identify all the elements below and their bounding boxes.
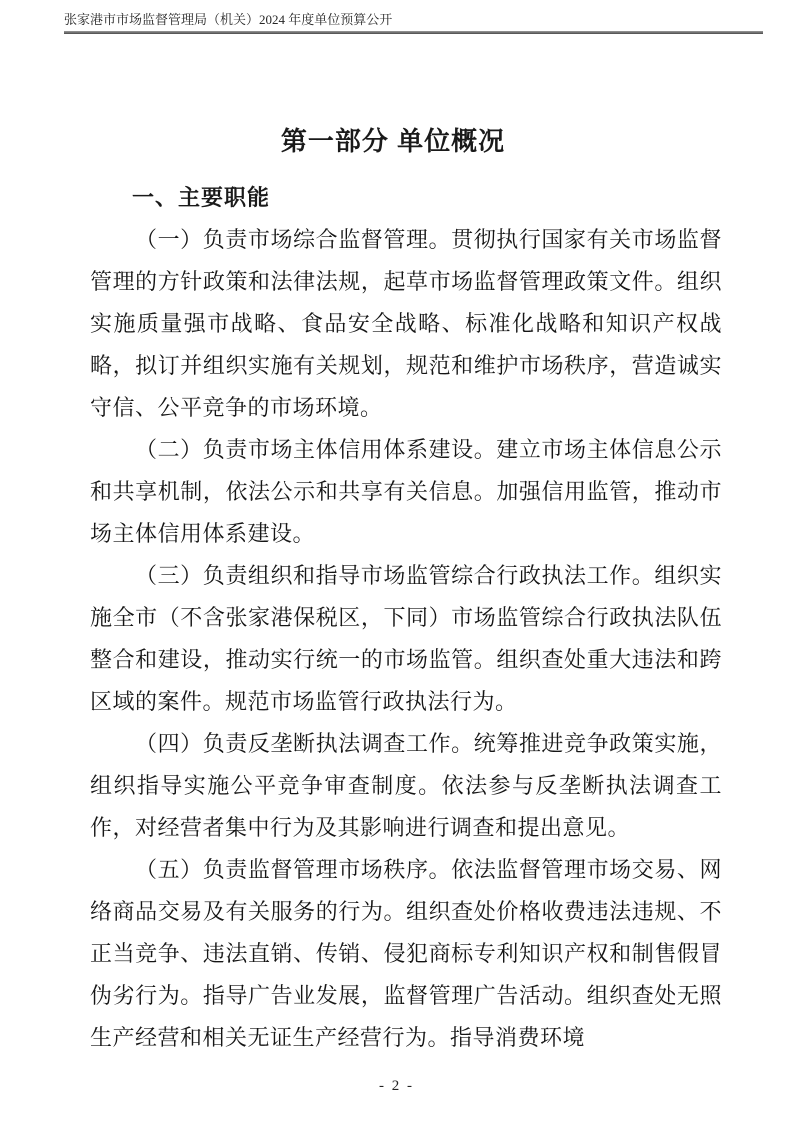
document-header-text: 张家港市市场监督管理局（机关）2024 年度单位预算公开 (64, 12, 393, 27)
document-body (90, 219, 722, 1059)
body-paragraph-2: （二）负责市场主体信用体系建设。建立市场主体信息公示和共享机制，依法公示和共享有关信息。加强信用监管，推动市场主体信用体系建设。 (90, 437, 722, 546)
page-number: - 2 - (379, 1078, 414, 1094)
body-paragraph-3: （三）负责组织和指导市场监管综合行政执法工作。组织实施全市（不含张家港保税区，下同）市场监管综合行政执法队伍整合和建设，推动实行统一的市场监管。组织查处重大违法和跨区域的案件。规范市场监管行政执法行为。 (90, 563, 722, 714)
page-title: 第一部分 单位概况 (280, 126, 506, 156)
body-paragraph-5: （五）负责监督管理市场秩序。依法监督管理市场交易、网络商品交易及有关服务的行为。组织查处价格收费违法违规、不正当竞争、违法直销、传销、侵犯商标专利知识产权和制售假冒伪劣行为。指导广告业发展，监督管理广告活动。组织查处无照生产经营和相关无证生产经营行为。指导消费环境 (90, 857, 722, 1050)
header-rule (64, 31, 763, 34)
section-heading-main-functions: 一、主要职能 (132, 185, 271, 210)
body-paragraph-1: （一）负责市场综合监督管理。贯彻执行国家有关市场监督管理的方针政策和法律法规，起草市场监督管理政策文件。组织实施质量强市战略、食品安全战略、标准化战略和知识产权战略，拟订并组织实施有关规划，规范和维护市场秩序，营造诚实守信、公平竞争的市场环境。 (90, 227, 722, 420)
body-paragraph-4: （四）负责反垄断执法调查工作。统筹推进竞争政策实施，组织指导实施公平竞争审查制度。依法参与反垄断执法调查工作，对经营者集中行为及其影响进行调查和提出意见。 (90, 731, 722, 840)
